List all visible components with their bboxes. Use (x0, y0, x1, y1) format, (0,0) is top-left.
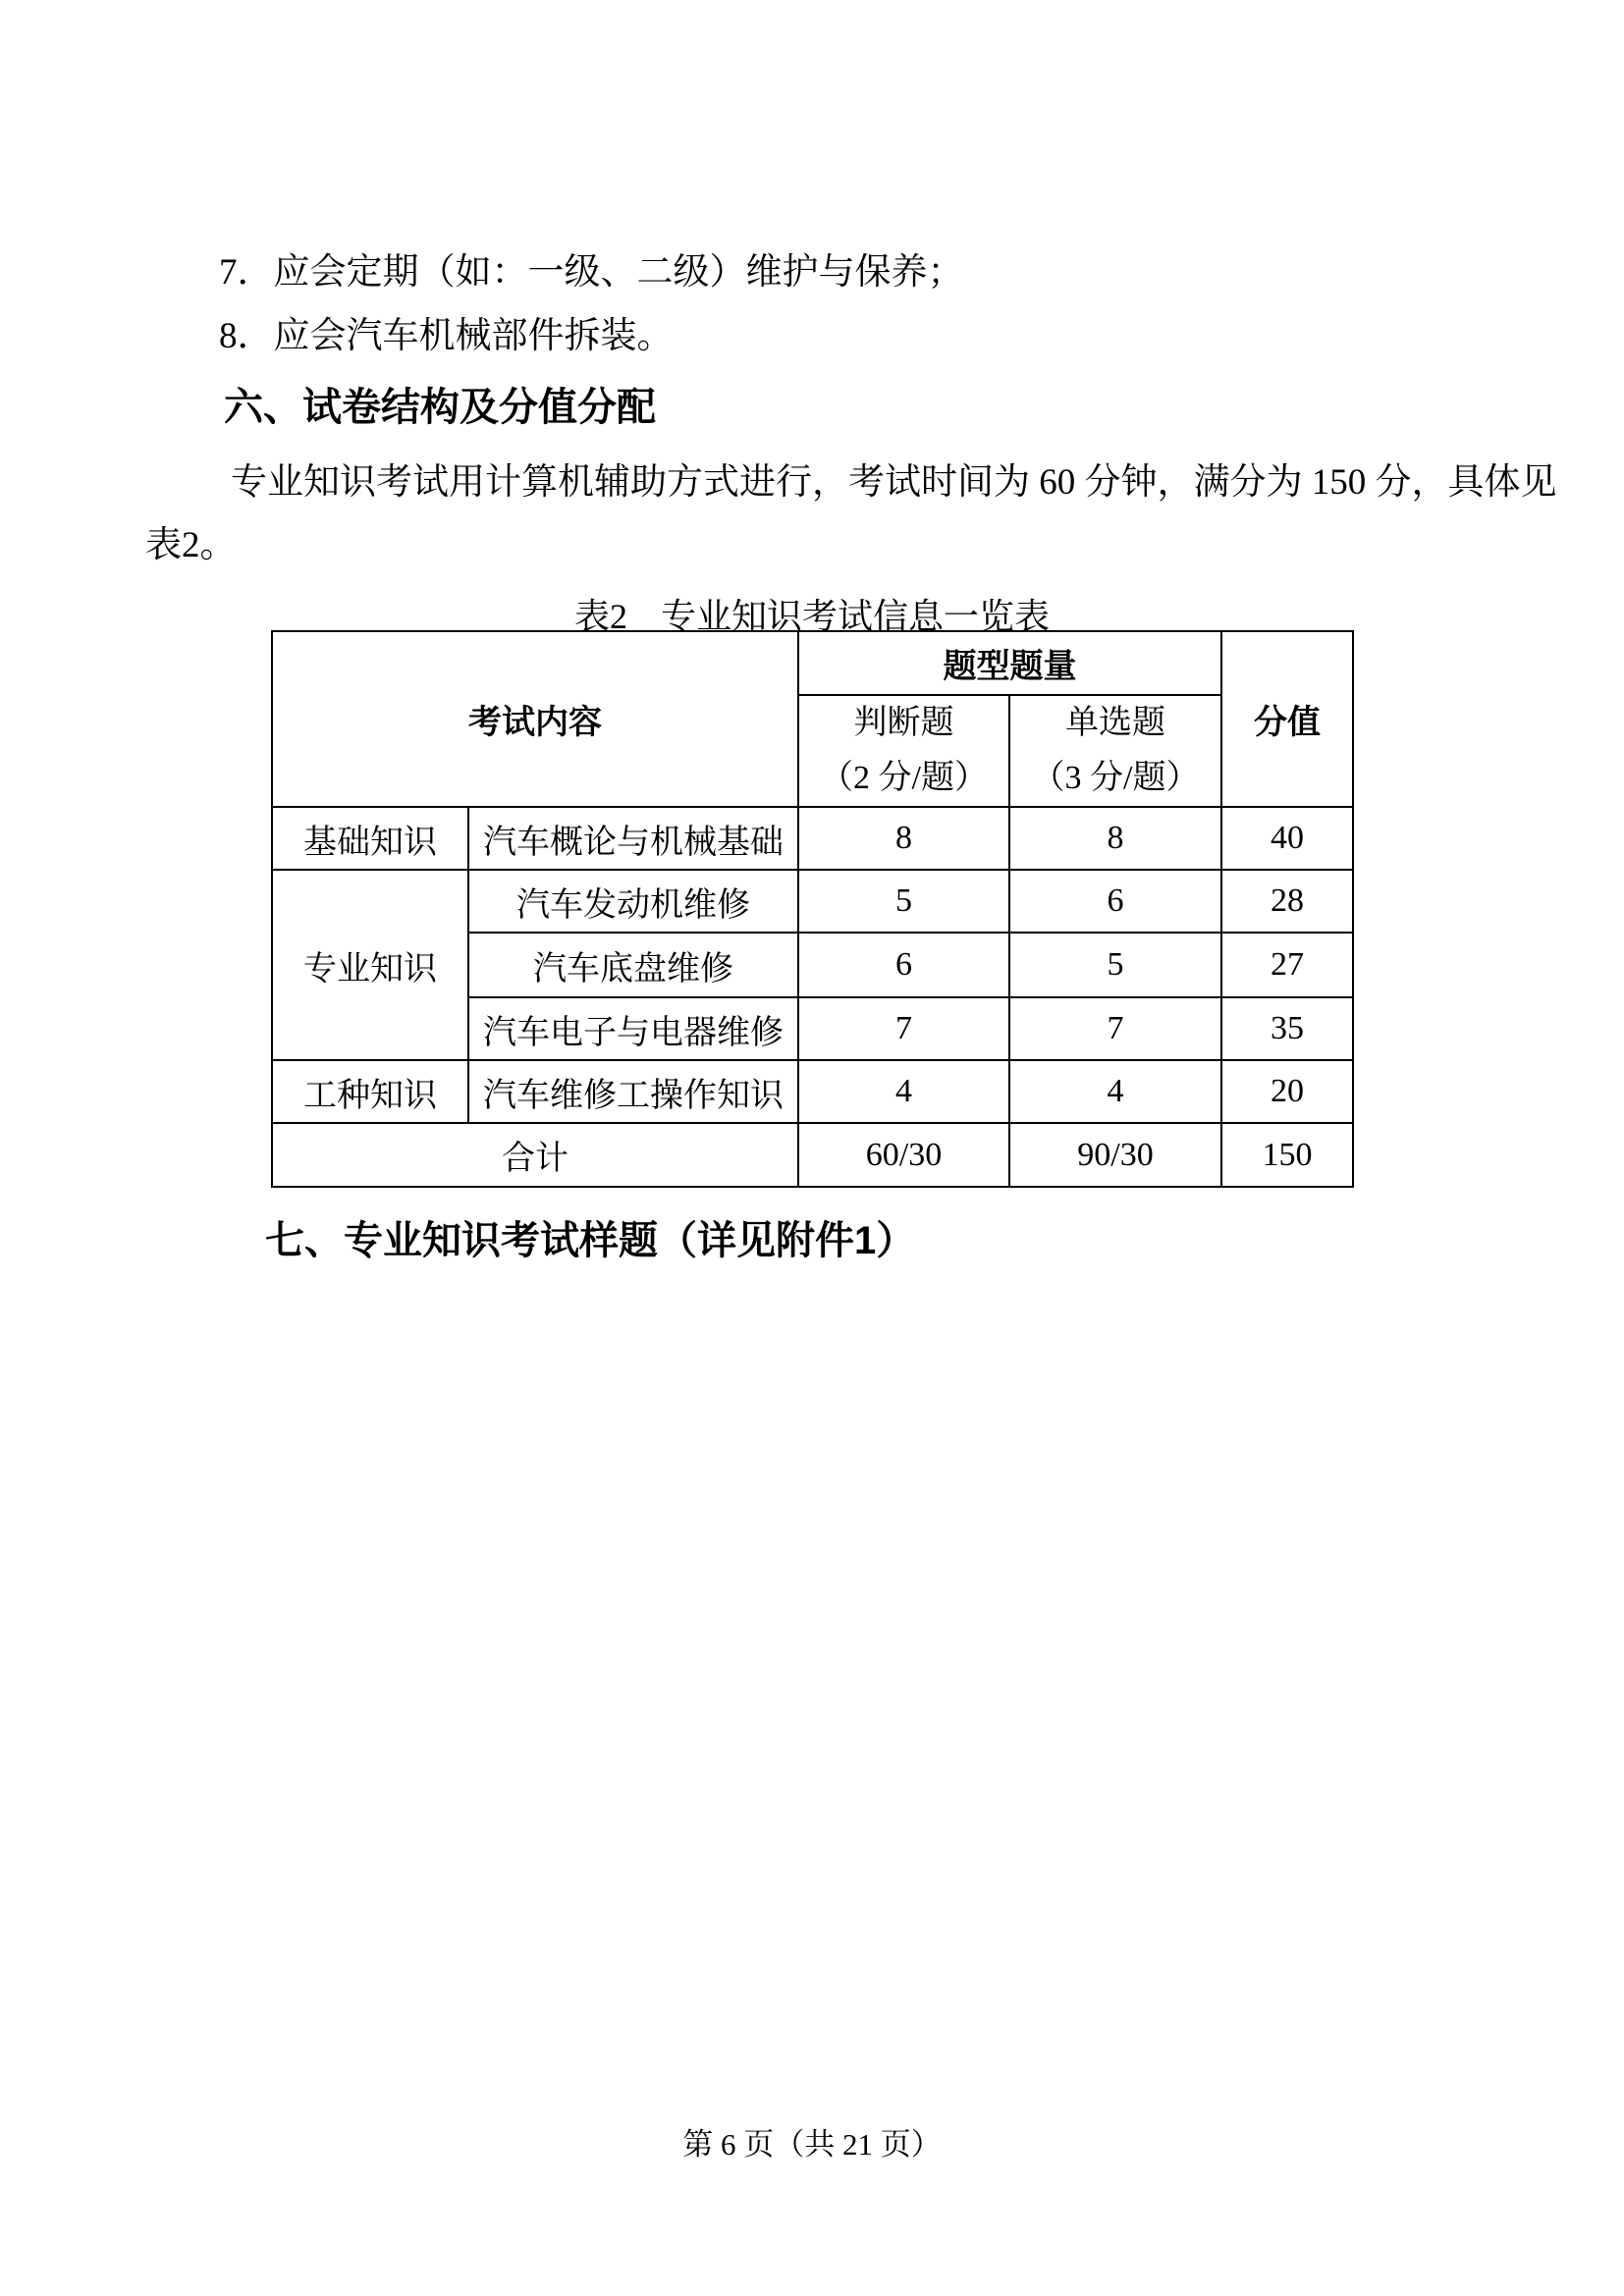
cell-score: 28 (1221, 870, 1353, 933)
cell-single: 5 (1009, 933, 1221, 997)
cell-judgment: 5 (798, 870, 1009, 933)
cell-single: 7 (1009, 997, 1221, 1060)
cell-subject: 汽车电子与电器维修 (468, 997, 798, 1060)
paragraph-line-1: 专业知识考试用计算机辅助方式进行，考试时间为 60 分钟，满分为 150 分，具体见 (231, 462, 1557, 503)
cell-score: 27 (1221, 933, 1353, 997)
cell-category: 基础知识 (272, 807, 468, 870)
cell-single: 6 (1009, 870, 1221, 933)
cell-score: 20 (1221, 1060, 1353, 1123)
header-single-choice-label: 单选题 (1065, 705, 1165, 741)
section-7-heading: 七、专业知识考试样题（详见附件1） (265, 1219, 916, 1262)
cell-single: 8 (1009, 807, 1221, 870)
section-6-heading: 六、试卷结构及分值分配 (224, 386, 656, 429)
cell-judgment: 6 (798, 933, 1009, 997)
table-row (272, 1060, 1353, 1123)
cell-score: 40 (1221, 807, 1353, 870)
header-judgment (798, 695, 1009, 807)
cell-subject: 汽车底盘维修 (468, 933, 798, 997)
cell-category: 专业知识 (272, 870, 468, 1060)
cell-judgment: 8 (798, 807, 1009, 870)
table-caption-title: 专业知识考试信息一览表 (661, 597, 1051, 636)
paragraph-line-2: 表2。 (145, 525, 237, 565)
header-score: 分值 (1221, 631, 1353, 807)
cell-subject: 汽车维修工操作知识 (468, 1060, 798, 1123)
cell-single: 4 (1009, 1060, 1221, 1123)
list-item-7: 7．应会定期（如：一级、二级）维护与保养； (219, 252, 964, 293)
page-number: 第 6 页（共 21 页） (682, 2127, 942, 2162)
cell-total-label: 合计 (272, 1123, 798, 1187)
header-judgment-label: 判断题 (853, 705, 954, 741)
cell-total-single: 90/30 (1009, 1123, 1221, 1187)
cell-subject: 汽车发动机维修 (468, 870, 798, 933)
cell-total-score: 150 (1221, 1123, 1353, 1187)
cell-total-judgment: 60/30 (798, 1123, 1009, 1187)
cell-subject: 汽车概论与机械基础 (468, 807, 798, 870)
table-caption-number: 表2 (573, 597, 627, 636)
header-exam-content: 考试内容 (272, 631, 798, 807)
header-single-choice (1009, 695, 1221, 807)
table-row (272, 870, 1353, 933)
cell-category: 工种知识 (272, 1060, 468, 1123)
header-judgment-score: （2 分/题） (820, 760, 988, 796)
table-row (272, 807, 1353, 870)
header-question-types: 题型题量 (798, 631, 1221, 695)
exam-info-table (271, 630, 1354, 1188)
cell-score: 35 (1221, 997, 1353, 1060)
cell-judgment: 7 (798, 997, 1009, 1060)
cell-judgment: 4 (798, 1060, 1009, 1123)
header-single-choice-score: （3 分/题） (1031, 760, 1200, 796)
table-total-row (272, 1123, 1353, 1187)
list-item-8: 8．应会汽车机械部件拆装。 (219, 316, 674, 356)
